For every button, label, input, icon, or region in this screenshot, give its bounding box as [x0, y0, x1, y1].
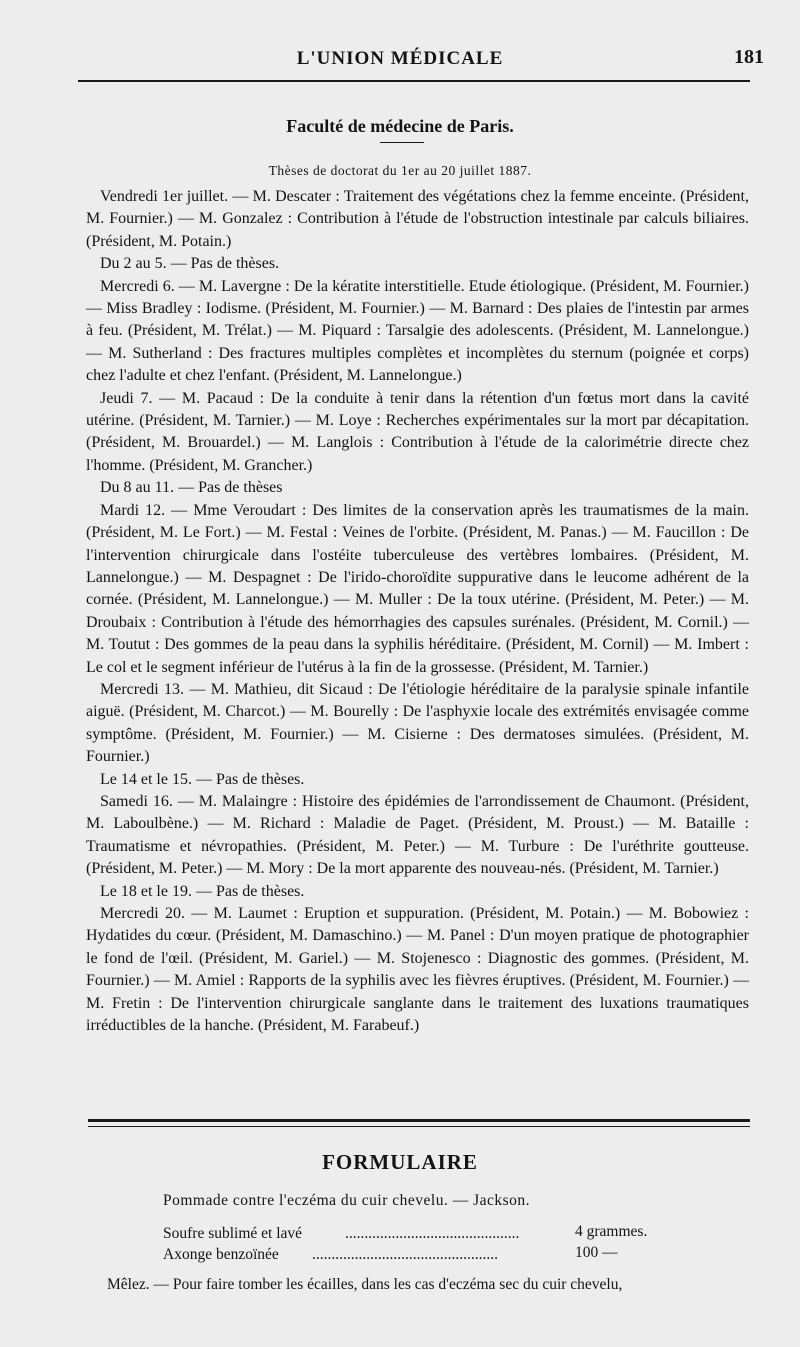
thesis-entry: Du 8 au 11. — Pas de thèses: [100, 479, 283, 497]
thesis-entry: Du 2 au 5. — Pas de thèses.: [100, 255, 280, 273]
recipe-note: Mêlez. — Pour faire tomber les écailles, dans les cas d'eczéma sec du cuir chevelu,: [107, 1276, 623, 1293]
thesis-entry: Vendredi 1er juillet. — M. Descater : Traitement des végétations chez la femme enceinte. (Président, M. Fournier.) — M. Gonzalez : Contribution à l'étude de l'obstruction intestinale par calculs biliaires. (Président, M. Potain.): [86, 188, 749, 250]
theses-heading: Thèses de doctorat du 1er au 20 juillet 1887.: [268, 163, 532, 178]
thesis-entry: Mercredi 20. — M. Laumet : Eruption et suppuration. (Président, M. Potain.) — M. Bobowiez : Hydatides du cœur. (Président, M. Damaschino.) — M. Panel : D'un moyen pratique de photographier le fond de l'œil. (Président, M. Gariel.) — M. Stojenesco : Diagnostic des gommes. (Président, M. Fournier.) — M. Amiel : Rapports de la syphilis avec les fièvres éruptives. (Président, M. Fournier.) — M. Fretin : De l'intervention chirurgicale sanglante dans le traitement des luxations traumatiques irréductibles de la hanche. (Président, M. Farabeuf.): [86, 905, 749, 1035]
section-title: Faculté de médecine de Paris.: [286, 116, 514, 136]
section-divider-top: [88, 1119, 750, 1122]
header-rule: [78, 80, 750, 82]
dot-leader: ................................................: [312, 1246, 498, 1263]
thesis-entry: Le 14 et le 15. — Pas de thèses.: [100, 770, 305, 788]
thesis-entry: Mercredi 6. — M. Lavergne : De la kératite interstitielle. Etude étiologique. (Président, M. Fournier.) — Miss Bradley : Iodisme. (Président, M. Fournier.) — M. Barnard : Des plaies de l'intestin par armes à feu. (Président, M. Trélat.) — M. Piquard : Tarsalgie des adolescents. (Président, M. Lannelongue.) — M. Sutherland : Des fractures multiples complètes et incomplètes du sternum (poignée et corps) chez l'adulte et chez l'enfant. (Président, M. Lannelongue.): [86, 277, 749, 385]
thesis-entry: Mercredi 13. — M. Mathieu, dit Sicaud : De l'étiologie héréditaire de la paralysie spinale infantile aiguë. (Président, M. Charcot.) — M. Bourelly : De l'asphyxie locale des extrémités envisagée comme symptôme. (Président, M. Fournier.) — M. Cisierne : Des dermatoses simulées. (Président, M. Fournier.): [86, 680, 749, 766]
theses-list: [86, 186, 749, 1037]
ingredient-quantity: 100 —: [575, 1244, 618, 1261]
dot-leader: .............................................: [345, 1225, 520, 1242]
page-number: 181: [734, 46, 764, 68]
ingredient-name: Axonge benzoïnée: [163, 1246, 279, 1263]
ingredient-name: Soufre sublimé et lavé: [163, 1225, 303, 1242]
recipe-title: Pommade contre l'eczéma du cuir chevelu. — Jackson.: [163, 1192, 531, 1209]
thesis-entry: Jeudi 7. — M. Pacaud : De la conduite à tenir dans la rétention d'un fœtus mort dans la cavité utérine. (Président, M. Tarnier.) — M. Loye : Recherches expérimentales sur la mort par décapitation. (Président, M. Brouardel.) — M. Langlois : Contribution à l'étude de la calorimétrie directe chez l'homme. (Président, M. Grancher.): [86, 389, 749, 474]
thesis-entry: Samedi 16. — M. Malaingre : Histoire des épidémies de l'arrondissement de Chaumont. (Président, M. Laboulbène.) — M. Richard : Maladie de Paget. (Président, M. Proust.) — M. Bataille : Traumatisme et névropathies. (Président, M. Peter.) — M. Turbure : De l'uréthrite goutteuse. (Président, M. Peter.) — M. Mory : De la mort apparente des nouveau-nés. (Président, M. Tarnier.): [86, 792, 749, 878]
title-underline: [380, 142, 424, 143]
ingredient-quantity: 4 grammes.: [575, 1223, 648, 1240]
section-divider-bottom: [88, 1126, 750, 1127]
formulaire-title: FORMULAIRE: [322, 1150, 478, 1174]
thesis-entry: Mardi 12. — Mme Veroudart : Des limites de la conservation après les traumatismes de la main. (Président, M. Le Fort.) — M. Festal : Veines de l'orbite. (Président, M. Panas.) — M. Faucillon : De l'intervention chirurgicale dans l'ostéite tuberculeuse des vertèbres lombaires. (Président, M. Lannelongue.) — M. Despagnet : De l'irido-choroïdite suppurative dans le leucome adhérent de la cornée. (Président, M. Lannelongue.) — M. Muller : De la toux utérine. (Président, M. Peter.) — M. Droubaix : Contribution à l'étude des hémorrhagies des capsules surénales. (Président, M. Cornil.) — M. Toutut : Des gommes de la peau dans la syphilis héréditaire. (Président, M. Cornil) — M. Imbert : Le col et le segment inférieur de l'utérus à la fin de la grossesse. (Président, M. Tarnier.): [86, 501, 749, 676]
thesis-entry: Le 18 et le 19. — Pas de thèses.: [100, 882, 305, 900]
running-header-title: L'UNION MÉDICALE: [296, 48, 504, 69]
